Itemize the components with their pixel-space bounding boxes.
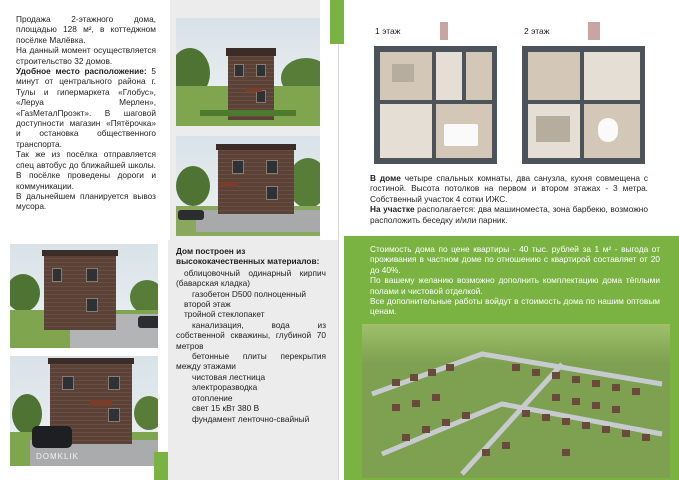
domklik-watermark: DOMKLIK (36, 452, 80, 461)
materials-item: облицовочный одинарный кирпич (баварская кладка) (176, 267, 326, 289)
house-photo-top-2 (176, 136, 320, 236)
house-desc-p2 (370, 204, 648, 225)
price-text-block (370, 244, 660, 317)
materials-panel (168, 240, 338, 480)
village-aerial-render (362, 324, 670, 478)
intro-paragraph-3 (16, 66, 156, 149)
floor2-plan (522, 46, 645, 164)
price-paragraph-1: Стоимость дома по цене квартиры - 40 тыс. рублей за 1 м² - выгода от проживания в частном доме по отношению с квартирой составляет от 20 до 40%. (370, 244, 660, 275)
floor2-label: 2 этаж (524, 26, 550, 36)
materials-item: газобетон D500 полноценный (192, 288, 307, 299)
materials-item: отопление (192, 392, 233, 403)
house-desc-p1 (370, 173, 648, 204)
materials-item: канализация, вода из собственной скважины, глубиной 70 метров (176, 319, 326, 351)
materials-item: электроразводка (192, 382, 258, 393)
location-text: 5 минут от центрального района г. Тулы и гипермаркета «Глобус», «Леруа Мерлен», «ГазМеталПроэкт». В шаговой доступности магазин «Пятёрочка» и остановка общественного транспорта. (16, 66, 156, 149)
intro-text-block (16, 14, 156, 212)
intro-paragraph-4: Так же из посёлка отправляется спец автобус до ближайшей школы. В посёлке проведены дороги и коммуникации. (16, 149, 156, 191)
price-paragraph-2: По вашему желанию возможно дополнить комплектацию дома тёплыми полами и чистовой отделкой. (370, 275, 660, 296)
house-photo-bottom-2 (10, 356, 158, 466)
plan1-accent (440, 22, 448, 40)
floor1-label: 1 этаж (375, 26, 401, 36)
price-panel (344, 236, 679, 480)
materials-item: тройной стеклопакет (184, 309, 265, 320)
materials-title: Дом построен из высококачественных материалов: (176, 246, 320, 267)
house-desc-text-1: четыре спальных комнаты, два санузла, кухня совмещена с гостиной. Высота потолков на первом и втором этажах - 3 метра. Собственный участок 4 сотки ИЖС. (370, 173, 648, 204)
intro-paragraph-1: Продажа 2-этажного дома, площадью 128 м², в коттеджном посёлке Малёвка. (16, 14, 156, 45)
price-paragraph-3: Все дополнительные работы войдут в стоимость дома по нашим оптовым ценам. (370, 296, 660, 317)
house-photo-bottom-1 (10, 244, 158, 348)
materials-item: чистовая лестница (192, 371, 266, 382)
intro-paragraph-2: На данный момент осуществляется строительство 32 домов. (16, 45, 156, 66)
house-photo-top-1 (176, 18, 320, 126)
floor1-plan (374, 46, 497, 164)
top-center-accent (330, 0, 344, 44)
location-heading: Удобное место расположение: (16, 66, 147, 77)
house-desc-bold-2: На участке (370, 204, 415, 215)
materials-item: фундамент ленточно-свайный (192, 413, 310, 424)
plan2-accent (588, 22, 600, 40)
intro-paragraph-5: В дальнейшем планируется вывоз мусора. (16, 190, 156, 212)
materials-item: второй этаж (184, 299, 231, 310)
bottom-left-accent (154, 452, 168, 480)
house-description (370, 173, 648, 225)
center-divider (338, 0, 339, 480)
materials-list (176, 268, 326, 424)
house-desc-bold-1: В доме (370, 173, 401, 183)
house-desc-text-2: располагается: два машиноместа, зона барбекю, возможно расположить беседку и/или парник. (370, 204, 648, 225)
materials-item: свет 15 кВт 380 В (192, 403, 260, 414)
materials-item: бетонные плиты перекрытия между этажами (176, 351, 326, 372)
